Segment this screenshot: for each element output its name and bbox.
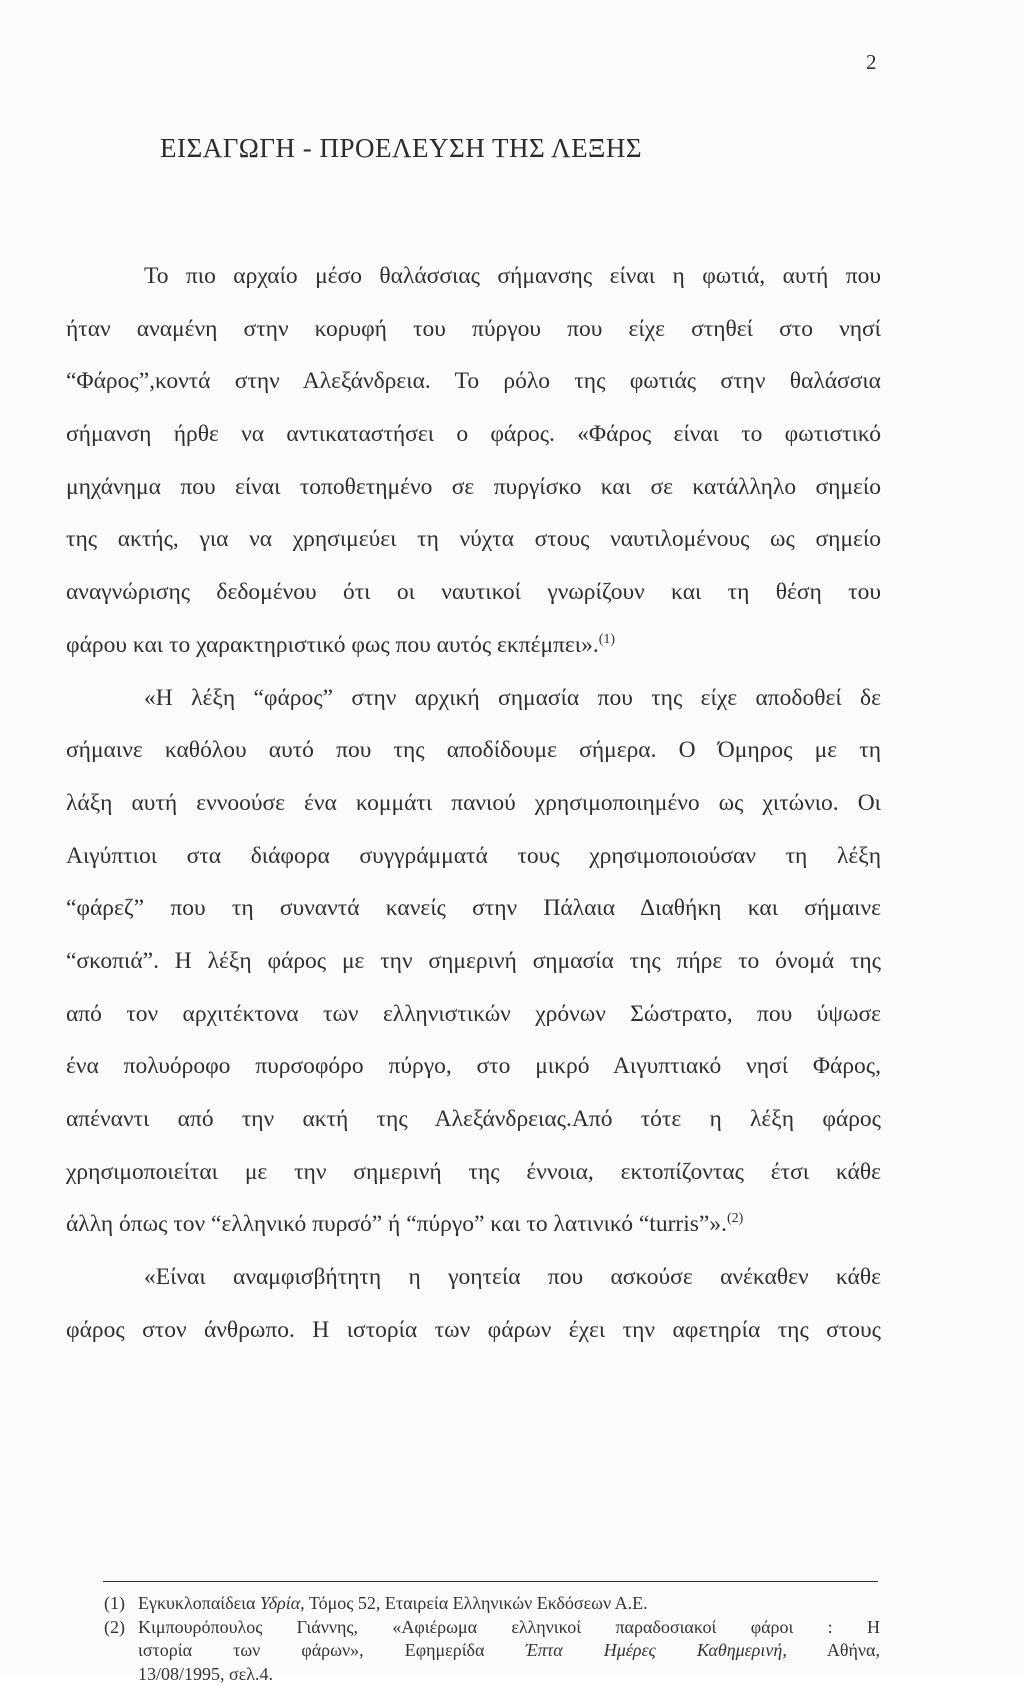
body-line: μηχάνημα που είναι τοποθετημένο σε πυργίσκο και σε κατάλληλο σημείο <box>66 461 881 514</box>
body-line: απέναντι από την ακτή της Αλεξάνδρειας.Από τότε η λέξη φάρος <box>66 1093 881 1146</box>
footnote-2 <box>104 1616 880 1686</box>
footnote-line: 13/08/1995, σελ.4. <box>104 1663 880 1686</box>
footnotes <box>104 1592 880 1686</box>
body-line-text: άλλη όπως τον “ελληνικό πυρσό” ή “πύργο” και το λατινικό “turris”». <box>66 1211 727 1237</box>
footnote-text: ιστορία των φάρων», Εφημερίδα <box>138 1640 526 1660</box>
footnote-divider <box>103 1581 878 1582</box>
body-line: από τον αρχιτέκτονα των ελληνιστικών χρόνων Σώστρατο, που ύψωσε <box>66 988 881 1041</box>
body-line <box>66 1198 881 1251</box>
footnote-line <box>104 1616 880 1640</box>
body-line: ένα πολυόροφο πυρσοφόρο πύργο, στο μικρό Αιγυπτιακό νησί Φάρος, <box>66 1040 881 1093</box>
footnote-italic: Υδρία, <box>260 1593 305 1613</box>
body-line: αναγνώρισης δεδομένου ότι οι ναυτικοί γνωρίζουν και τη θέση του <box>66 566 881 619</box>
body-line: “Φάρος”,κοντά στην Αλεξάνδρεια. Το ρόλο της φωτιάς στην θαλάσσια <box>66 355 881 408</box>
footnote-text: Κιμπουρόπουλος Γιάννης, «Αφιέρωμα ελληνικοί παραδοσιακοί φάροι : Η <box>138 1617 880 1637</box>
page-title: ΕΙΣΑΓΩΓΗ - ΠΡΟΕΛΕΥΣΗ ΤΗΣ ΛΕΞΗΣ <box>160 133 880 164</box>
body-line: χρησιμοποιείται με την σημερινή της έννοια, εκτοπίζοντας έτσι κάθε <box>66 1146 881 1199</box>
body-line: Το πιο αρχαίο μέσο θαλάσσιας σήμανσης είναι η φωτιά, αυτή που <box>66 250 881 303</box>
body-text <box>66 250 881 1356</box>
footnote-text: Αθήνα, <box>787 1640 880 1660</box>
footnote-1 <box>104 1592 880 1616</box>
body-line: “σκοπιά”. Η λέξη φάρος με την σημερινή σημασία της πήρε το όνομά της <box>66 935 881 988</box>
footnote-number: (1) <box>104 1592 138 1616</box>
footnote-italic: Έπτα Ημέρες Καθημερινή, <box>526 1640 787 1660</box>
footnote-marker: (2) <box>727 1211 743 1226</box>
footnote-text: Τόμος 52, Εταιρεία Ελληνικών Εκδόσεων Α.Ε. <box>305 1593 648 1613</box>
body-line: σήμανση ήρθε να αντικαταστήσει ο φάρος. «Φάρος είναι το φωτιστικό <box>66 408 881 461</box>
body-line: λάξη αυτή εννοούσε ένα κομμάτι πανιού χρησιμοποιημένο ως χιτώνιο. Οι <box>66 777 881 830</box>
footnote-line <box>104 1639 880 1663</box>
body-line <box>66 619 881 672</box>
body-line: Αιγύπτιοι στα διάφορα συγγράμματά τους χρησιμοποιούσαν τη λέξη <box>66 830 881 883</box>
body-line: «Είναι αναμφισβήτητη η γοητεία που ασκούσε ανέκαθεν κάθε <box>66 1251 881 1304</box>
body-line: σήμαινε καθόλου αυτό που της αποδίδουμε σήμερα. Ο Όμηρος με τη <box>66 724 881 777</box>
body-line: της ακτής, για να χρησιμεύει τη νύχτα στους ναυτιλομένους ως σημείο <box>66 513 881 566</box>
footnote-marker: (1) <box>599 632 615 647</box>
body-line: “φάρεζ” που τη συναντά κανείς στην Πάλαια Διαθήκη και σήμαινε <box>66 882 881 935</box>
body-line: φάρος στον άνθρωπο. Η ιστορία των φάρων έχει την αφετηρία της στους <box>66 1304 881 1357</box>
body-line: «Η λέξη “φάρος” στην αρχική σημασία που της είχε αποδοθεί δε <box>66 672 881 725</box>
footnote-number: (2) <box>104 1616 138 1640</box>
page-number: 2 <box>866 50 877 75</box>
body-line-text: φάρου και το χαρακτηριστικό φως που αυτός εκπέμπει». <box>66 632 599 658</box>
body-line: ήταν αναμένη στην κορυφή του πύργου που είχε στηθεί στο νησί <box>66 303 881 356</box>
footnote-text: Εγκυκλοπαίδεια <box>138 1593 260 1613</box>
